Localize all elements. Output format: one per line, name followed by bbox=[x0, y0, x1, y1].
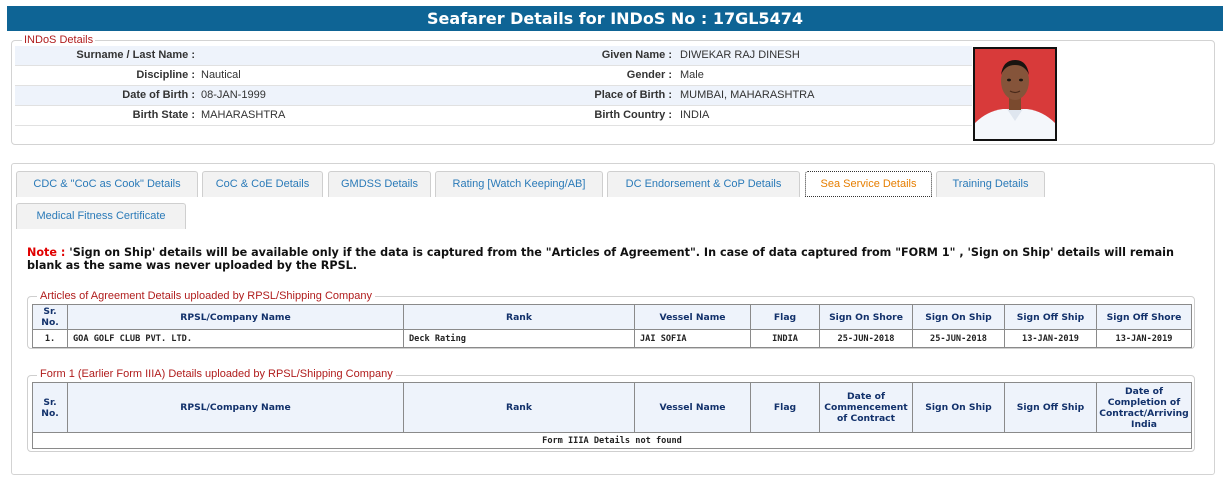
form1-table bbox=[32, 382, 1192, 449]
note-label: Note : bbox=[27, 246, 66, 259]
col-sr-no: Sr. No. bbox=[33, 383, 68, 433]
col-date-completion: Date of Completion of Contract/Arriving India bbox=[1097, 383, 1192, 433]
col-sign-off-ship: Sign Off Ship bbox=[1005, 383, 1097, 433]
col-sign-off-shore: Sign Off Shore bbox=[1097, 305, 1192, 330]
seafarer-photo bbox=[973, 47, 1057, 141]
articles-table bbox=[32, 304, 1192, 348]
col-sign-on-ship: Sign On Ship bbox=[913, 383, 1005, 433]
detail-row bbox=[15, 106, 972, 126]
cell-flag: INDIA bbox=[751, 330, 820, 348]
person-photo-icon bbox=[975, 49, 1055, 139]
birth-state-label: Birth State : bbox=[132, 109, 195, 121]
form1-not-found-message: Form IIIA Details not found bbox=[33, 433, 1192, 449]
articles-legend: Articles of Agreement Details uploaded by RPSL/Shipping Company bbox=[37, 290, 375, 302]
birth-country-label: Birth Country : bbox=[594, 109, 672, 121]
cell-vessel-name: JAI SOFIA bbox=[635, 330, 751, 348]
note-text: 'Sign on Ship' details will be available only if the data is captured from the "Articles of Agreement". In case of data captured from "FORM 1" , 'Sign on Ship' details will remain blank as the same was never uploaded by the RPSL. bbox=[27, 246, 1174, 272]
tab-dc-endorsement-cop[interactable]: DC Endorsement & CoP Details bbox=[607, 171, 800, 197]
dob-label: Date of Birth : bbox=[122, 89, 195, 101]
col-flag: Flag bbox=[751, 305, 820, 330]
tab-sea-service-details[interactable]: Sea Service Details bbox=[805, 171, 932, 197]
place-of-birth-label: Place of Birth : bbox=[594, 89, 672, 101]
col-sign-on-shore: Sign On Shore bbox=[820, 305, 913, 330]
col-flag: Flag bbox=[751, 383, 820, 433]
given-name-label: Given Name : bbox=[601, 49, 672, 61]
col-sign-off-ship: Sign Off Ship bbox=[1005, 305, 1097, 330]
form1-legend: Form 1 (Earlier Form IIIA) Details uploaded by RPSL/Shipping Company bbox=[37, 368, 396, 380]
tab-coc-coe-details[interactable]: CoC & CoE Details bbox=[202, 171, 323, 197]
gender-value: Male bbox=[680, 69, 704, 81]
birth-state-value: MAHARASHTRA bbox=[201, 109, 286, 121]
place-of-birth-value: MUMBAI, MAHARASHTRA bbox=[680, 89, 815, 101]
sea-service-note bbox=[27, 246, 1207, 272]
page-title: Seafarer Details for INDoS No : 17GL5474 bbox=[7, 6, 1223, 31]
detail-row bbox=[15, 46, 972, 66]
col-rank: Rank bbox=[404, 383, 635, 433]
cell-sign-off-ship: 13-JAN-2019 bbox=[1005, 330, 1097, 348]
tab-cdc-cook-details[interactable]: CDC & "CoC as Cook" Details bbox=[16, 171, 198, 197]
cell-sign-on-ship: 25-JUN-2018 bbox=[913, 330, 1005, 348]
table-row bbox=[33, 433, 1192, 449]
birth-country-value: INDIA bbox=[680, 109, 710, 121]
cell-sr-no: 1. bbox=[33, 330, 68, 348]
cell-company-name: GOA GOLF CLUB PVT. LTD. bbox=[68, 330, 404, 348]
col-sr-no: Sr. No. bbox=[33, 305, 68, 330]
discipline-label: Discipline : bbox=[136, 69, 195, 81]
col-vessel-name: Vessel Name bbox=[635, 383, 751, 433]
detail-row bbox=[15, 66, 972, 86]
discipline-value: Nautical bbox=[201, 69, 241, 81]
given-name-value: DIWEKAR RAJ DINESH bbox=[680, 49, 800, 61]
col-company-name: RPSL/Company Name bbox=[68, 305, 404, 330]
col-sign-on-ship: Sign On Ship bbox=[913, 305, 1005, 330]
col-company-name: RPSL/Company Name bbox=[68, 383, 404, 433]
tab-medical-fitness-certificate[interactable]: Medical Fitness Certificate bbox=[16, 203, 186, 229]
table-row bbox=[33, 330, 1192, 348]
cell-sign-off-shore: 13-JAN-2019 bbox=[1097, 330, 1192, 348]
col-vessel-name: Vessel Name bbox=[635, 305, 751, 330]
tab-training-details[interactable]: Training Details bbox=[936, 171, 1045, 197]
surname-label: Surname / Last Name : bbox=[76, 49, 195, 61]
tab-gmdss-details[interactable]: GMDSS Details bbox=[328, 171, 431, 197]
detail-row bbox=[15, 86, 972, 106]
col-rank: Rank bbox=[404, 305, 635, 330]
col-date-commencement: Date of Commencement of Contract bbox=[820, 383, 913, 433]
cell-rank: Deck Rating bbox=[404, 330, 635, 348]
cell-sign-on-shore: 25-JUN-2018 bbox=[820, 330, 913, 348]
dob-value: 08-JAN-1999 bbox=[201, 89, 266, 101]
indos-details-legend: INDoS Details bbox=[24, 34, 94, 46]
table-header-row bbox=[33, 383, 1192, 433]
table-header-row bbox=[33, 305, 1192, 330]
tab-rating-watch-keeping[interactable]: Rating [Watch Keeping/AB] bbox=[435, 171, 603, 197]
gender-label: Gender : bbox=[626, 69, 672, 81]
